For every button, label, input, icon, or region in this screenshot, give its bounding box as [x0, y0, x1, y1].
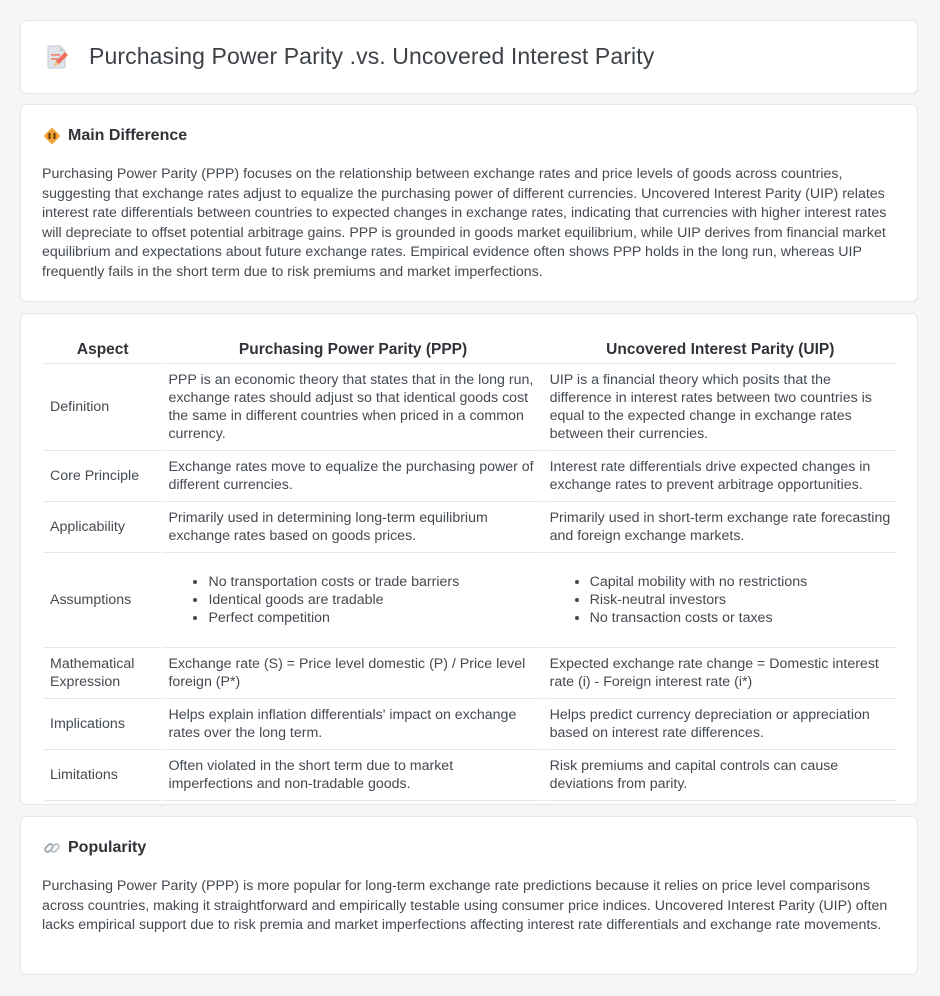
header-uip: Uncovered Interest Parity (UIP)	[545, 333, 896, 364]
row-ppp: Exchange rate (S) = Price level domestic (P) / Price level foreign (P*)	[163, 648, 542, 699]
header-ppp: Purchasing Power Parity (PPP)	[163, 333, 542, 364]
main-difference-heading	[43, 127, 187, 145]
row-uip: Primarily used in short-term exchange rate forecasting and foreign exchange markets.	[545, 502, 896, 553]
comparison-table-card	[20, 313, 918, 805]
page-title: Purchasing Power Parity .vs. Uncovered Interest Parity	[89, 43, 655, 69]
row-uip: UIP is a financial theory which posits that the difference in interest rates between two countries is equal to the expected change in exchange rates between their currencies.	[545, 364, 896, 451]
table-row	[44, 553, 896, 648]
row-aspect: Definition	[44, 364, 161, 451]
row-ppp: Often violated in the short term due to market imperfections and non-tradable goods.	[163, 750, 542, 801]
row-ppp	[163, 553, 542, 648]
row-aspect: Mathematical Expression	[44, 648, 161, 699]
ppp-assumptions-list	[168, 573, 537, 627]
uip-assumptions-list	[550, 573, 891, 627]
row-ppp: Exchange rates move to equalize the purchasing power of different currencies.	[163, 451, 542, 502]
popularity-text: Purchasing Power Parity (PPP) is more popular for long-term exchange rate predictions because it relies on price level comparisons across countries, making it straightforward and empirically testable using consumer price indices. Uncovered Interest Parity (UIP) often lacks empirical support due to risk premia and market imperfections affecting interest rate differentials and exchange rate movements.	[42, 878, 888, 934]
popularity-card	[20, 816, 918, 975]
row-aspect: Applicability	[44, 502, 161, 553]
row-uip: Interest rate differentials drive expected changes in exchange rates to prevent arbitrage opportunities.	[545, 451, 896, 502]
list-item: • Identical goods are tradable	[208, 591, 537, 609]
popularity-title: Popularity	[68, 839, 147, 856]
row-aspect: Assumptions	[44, 553, 161, 648]
row-aspect: Implications	[44, 699, 161, 750]
main-difference-text: Purchasing Power Parity (PPP) focuses on the relationship between exchange rates and price levels of goods across countries, suggesting that exchange rates adjust to equalize the purchasing power of different currencies. Uncovered Interest Parity (UIP) relates interest rate differentials between countries to expected changes in exchange rates, indicating that currencies with higher interest rates will depreciate to offset potential arbitrage gains. PPP is grounded in goods market equilibrium, while UIP derives from financial market equilibrium and expectations about future exchange rates. Empirical evidence often shows PPP holds in the long run, whereas UIP frequently fails in the short term due to risk premiums and market imperfections.	[42, 166, 887, 280]
comparison-table	[42, 333, 898, 801]
list-item: • No transaction costs or taxes	[590, 609, 891, 627]
row-aspect: Limitations	[44, 750, 161, 801]
header	[45, 43, 654, 70]
link-icon	[43, 839, 61, 857]
row-ppp: Primarily used in determining long-term equilibrium exchange rates based on goods prices.	[163, 502, 542, 553]
list-item: • Perfect competition	[208, 609, 537, 627]
table-header-row	[44, 333, 896, 364]
list-item: • Risk-neutral investors	[590, 591, 891, 609]
header-aspect: Aspect	[44, 333, 161, 364]
main-difference-card	[20, 104, 918, 302]
row-ppp: Helps explain inflation differentials' impact on exchange rates over the long term.	[163, 699, 542, 750]
diamond-sign-icon	[43, 127, 61, 145]
row-uip	[545, 553, 896, 648]
row-ppp: PPP is an economic theory that states that in the long run, exchange rates should adjust so that identical goods cost the same in different countries when priced in a common currency.	[163, 364, 542, 451]
row-uip: Helps predict currency depreciation or appreciation based on interest rate differences.	[545, 699, 896, 750]
row-uip: Risk premiums and capital controls can cause deviations from parity.	[545, 750, 896, 801]
row-aspect: Core Principle	[44, 451, 161, 502]
table-row	[44, 699, 896, 750]
document-pencil-icon	[45, 44, 69, 70]
table-row	[44, 750, 896, 801]
main-difference-title: Main Difference	[68, 127, 188, 144]
table-row	[44, 364, 896, 451]
list-item: • No transportation costs or trade barriers	[208, 573, 537, 591]
table-row	[44, 451, 896, 502]
table-row	[44, 648, 896, 699]
row-uip: Expected exchange rate change = Domestic interest rate (i) - Foreign interest rate (i*)	[545, 648, 896, 699]
header-card	[20, 20, 918, 94]
list-item: • Capital mobility with no restrictions	[590, 573, 891, 591]
table-row	[44, 502, 896, 553]
popularity-heading	[43, 839, 146, 857]
